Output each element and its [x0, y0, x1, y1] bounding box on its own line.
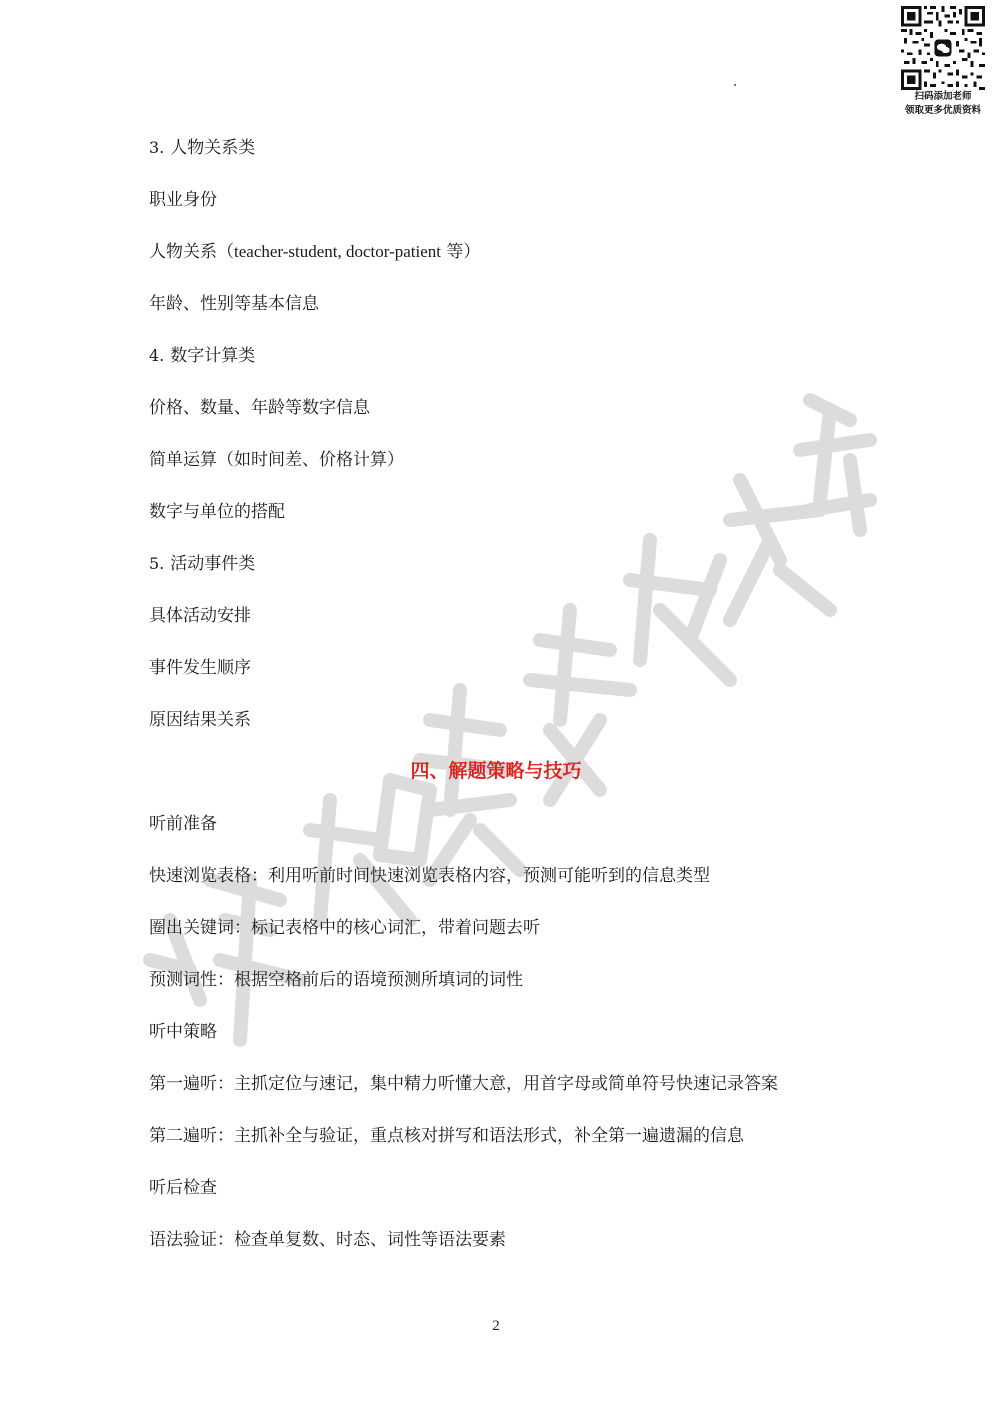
qr-caption-line1: 扫码添加老师 — [914, 91, 972, 102]
section-5-number: 5. — [149, 554, 165, 573]
section-4-title-text: 数字计算类 — [170, 346, 256, 366]
section-5-title — [149, 553, 255, 575]
while-listening-item-2: 第二遍听：主抓补全与验证，重点核对拼写和语法形式，补全第一遍遗漏的信息 — [149, 1126, 744, 1146]
section-3-item-2-suffix: 等） — [441, 242, 481, 262]
qr-caption — [898, 90, 988, 118]
section-4-item-3: 数字与单位的搭配 — [149, 502, 285, 522]
pre-listening-title: 听前准备 — [149, 814, 217, 834]
section-3-item-1: 职业身份 — [149, 190, 217, 210]
section-5-item-3: 原因结果关系 — [149, 710, 251, 730]
qr-code-image[interactable] — [901, 6, 985, 90]
section-5-title-text: 活动事件类 — [170, 554, 256, 574]
page-number: 2 — [492, 1318, 500, 1334]
qr-caption-line2: 领取更多优质资料 — [904, 105, 981, 116]
pre-listening-item-2: 圈出关键词：标记表格中的核心词汇，带着问题去听 — [149, 918, 540, 938]
post-listening-item-1: 语法验证：检查单复数、时态、词性等语法要素 — [149, 1230, 506, 1250]
section-3-item-2 — [149, 241, 480, 263]
section-4-item-2: 简单运算（如时间差、价格计算） — [149, 450, 404, 470]
section-4-item-1: 价格、数量、年龄等数字信息 — [149, 398, 370, 418]
section-5-item-1: 具体活动安排 — [149, 606, 251, 626]
section-heading-strategies: 四、解题策略与技巧 — [410, 760, 582, 782]
section-3-item-3: 年龄、性别等基本信息 — [149, 294, 319, 314]
section-5-item-2: 事件发生顺序 — [149, 658, 251, 678]
post-listening-title: 听后检查 — [149, 1178, 217, 1198]
section-4-number: 4. — [149, 346, 165, 365]
section-4-title — [149, 345, 255, 367]
qr-code-block — [898, 6, 988, 118]
section-3-number: 3. — [149, 138, 165, 157]
while-listening-title: 听中策略 — [149, 1022, 217, 1042]
pre-listening-item-1: 快速浏览表格：利用听前时间快速浏览表格内容，预测可能听到的信息类型 — [149, 866, 710, 886]
section-3-item-2-latin: teacher-student, doctor-patient — [234, 242, 442, 261]
pre-listening-item-3: 预测词性：根据空格前后的语境预测所填词的词性 — [149, 970, 523, 990]
section-3-item-2-prefix: 人物关系（ — [149, 242, 234, 262]
while-listening-item-1: 第一遍听：主抓定位与速记，集中精力听懂大意，用首字母或简单符号快速记录答案 — [149, 1074, 778, 1094]
section-3-title-text: 人物关系类 — [170, 138, 256, 158]
stray-dot — [734, 84, 736, 86]
section-3-title — [149, 137, 255, 159]
